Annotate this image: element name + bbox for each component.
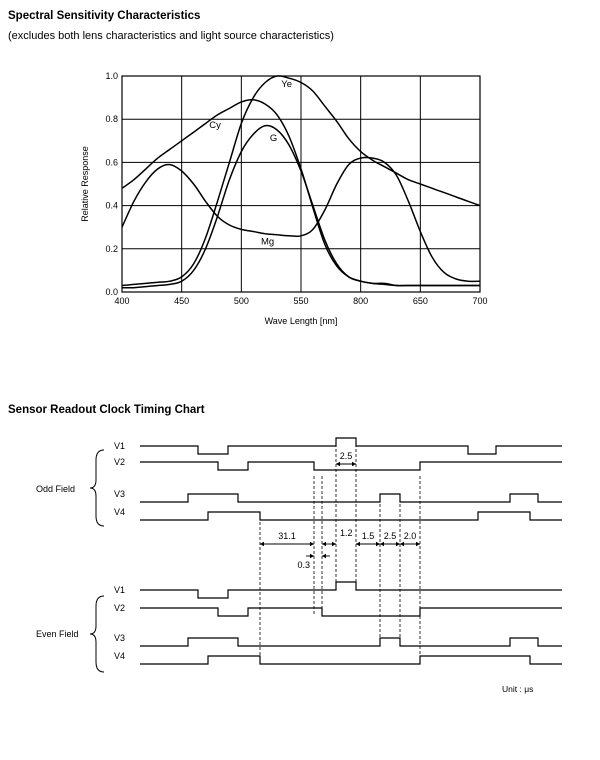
spectral-chart xyxy=(0,0,600,340)
y-tick-label: 0.6 xyxy=(105,157,118,168)
even-signal-v2 xyxy=(140,608,562,616)
x-tick-label: 700 xyxy=(472,296,488,306)
interval-arrowhead xyxy=(322,542,326,546)
timing-intervals xyxy=(260,451,420,570)
interval-arrowhead xyxy=(352,462,356,466)
interval-label: 1.2 xyxy=(340,528,353,538)
x-tick-label: 500 xyxy=(233,296,249,306)
interval-arrowhead xyxy=(400,542,404,546)
series-label-g: G xyxy=(269,132,278,144)
unit-label: Unit : μs xyxy=(502,684,534,694)
odd-field-label: Odd Field xyxy=(36,484,76,494)
interval-label: 2.5 xyxy=(383,531,397,541)
interval-label: 31.1 xyxy=(278,531,296,541)
even-signal-v1 xyxy=(140,582,562,598)
even-signal-v4 xyxy=(140,656,562,664)
interval-arrowhead xyxy=(336,462,340,466)
y-tick-label: 0.4 xyxy=(105,200,118,211)
even-field-brace xyxy=(90,596,104,672)
x-tick-label: 400 xyxy=(114,296,130,306)
chart-ticks xyxy=(105,71,487,306)
timing-waveforms xyxy=(114,438,562,664)
timing-guide-lines xyxy=(260,444,420,664)
interval-label: 0.3 xyxy=(297,560,310,570)
series-label-ye: Ye xyxy=(281,78,293,90)
y-tick-label: 0.8 xyxy=(105,114,118,125)
timing-chart xyxy=(0,420,600,760)
x-tick-label: 800 xyxy=(353,296,369,306)
odd-signal-v4 xyxy=(140,512,562,520)
interval-label: 2.0 xyxy=(403,531,417,541)
x-tick-label: 550 xyxy=(293,296,309,306)
y-tick-label: 0.2 xyxy=(105,243,118,254)
odd-signal-label: V1 xyxy=(114,441,126,451)
even-signal-label: V2 xyxy=(114,603,126,613)
x-tick-label: 450 xyxy=(174,296,190,306)
x-axis-label: Wave Length [nm] xyxy=(264,316,338,326)
interval-arrowhead xyxy=(396,542,400,546)
chart-grid xyxy=(122,76,480,292)
odd-signal-v2 xyxy=(140,462,562,470)
odd-signal-label: V2 xyxy=(114,457,126,467)
interval-arrowhead xyxy=(332,542,336,546)
y-axis-label: Relative Response xyxy=(80,146,90,222)
spectral-title: Spectral Sensitivity Characteristics xyxy=(8,10,201,22)
spectral-subtitle: (excludes both lens characteristics and light source characteristics) xyxy=(8,30,334,42)
even-signal-label: V3 xyxy=(114,633,126,643)
interval-arrowhead xyxy=(310,554,314,558)
series-label-mg: Mg xyxy=(260,236,275,248)
even-signal-label: V1 xyxy=(114,585,126,595)
y-tick-label: 1.0 xyxy=(105,71,118,81)
even-signal-label: V4 xyxy=(114,651,126,661)
series-label-cy: Cy xyxy=(209,119,221,131)
interval-label: 2.5 xyxy=(339,451,353,461)
timing-title: Sensor Readout Clock Timing Chart xyxy=(8,404,205,416)
interval-arrowhead xyxy=(260,542,264,546)
x-tick-label: 650 xyxy=(412,296,428,306)
interval-arrowhead xyxy=(356,542,360,546)
interval-label: 1.5 xyxy=(361,531,375,541)
y-tick-label: 0.0 xyxy=(105,287,118,297)
interval-arrowhead xyxy=(310,542,314,546)
interval-arrowhead xyxy=(416,542,420,546)
odd-signal-v3 xyxy=(140,494,562,502)
interval-arrowhead xyxy=(380,542,384,546)
odd-field-brace xyxy=(90,450,104,526)
interval-arrowhead xyxy=(376,542,380,546)
odd-signal-label: V4 xyxy=(114,507,126,517)
even-signal-v3 xyxy=(140,638,562,646)
interval-arrowhead xyxy=(322,554,326,558)
odd-signal-label: V3 xyxy=(114,489,126,499)
even-field-label: Even Field xyxy=(36,629,79,639)
